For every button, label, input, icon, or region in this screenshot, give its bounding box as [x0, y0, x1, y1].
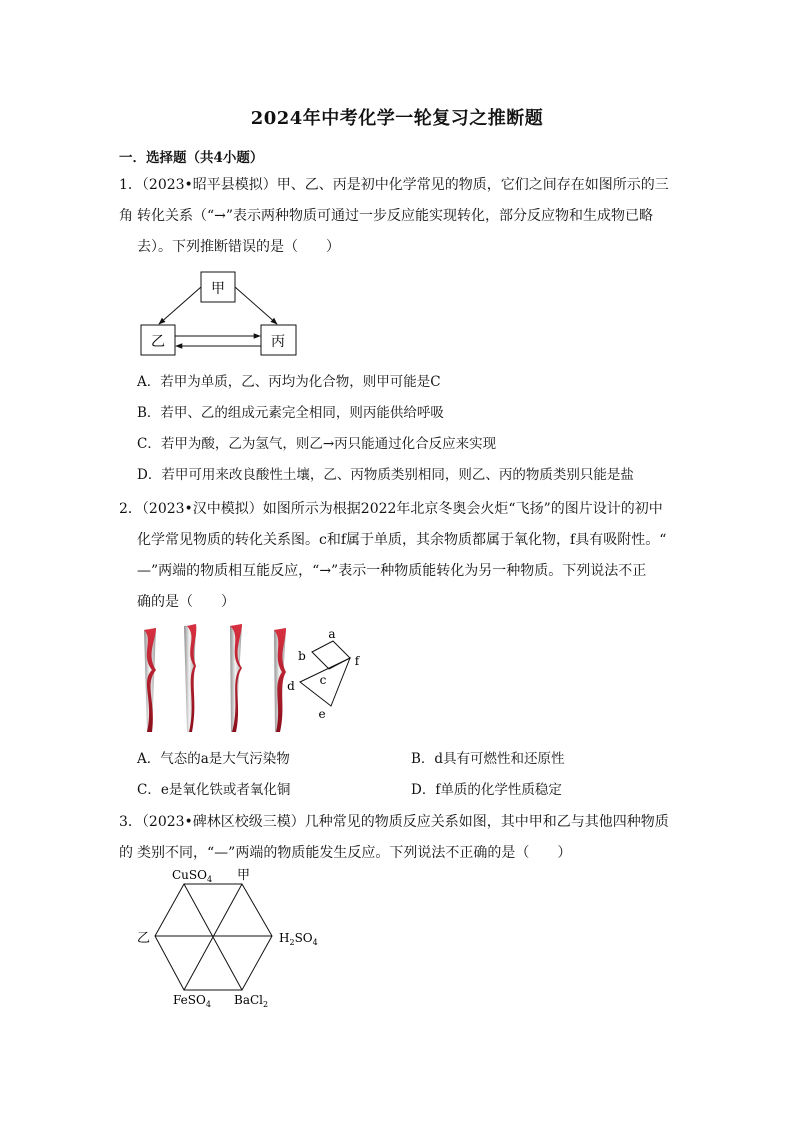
q1-box-yi-label: 乙 — [151, 334, 165, 350]
q1-box-jia-label: 甲 — [211, 281, 225, 297]
q2-label-e: e — [318, 707, 326, 721]
torch-image-1 — [144, 628, 156, 732]
q2-label-f: f — [354, 654, 360, 668]
q2-option-b: B．d具有可燃性和还原性 — [411, 751, 565, 767]
q3-stem-line2: 类别不同，“—”两端的物质能发生反应。下列说法不正确的是（ ） — [137, 845, 572, 861]
q3-label-h2so4: $H_2SO_4$ — [279, 931, 318, 947]
q1-option-c: C．若甲为酸，乙为氢气，则乙→丙只能通过化合反应来实现 — [137, 436, 497, 452]
q1-arrow-jia-bing — [235, 287, 277, 324]
q1-option-b: B．若甲、乙的组成元素完全相同，则丙能供给呼吸 — [137, 405, 444, 421]
q2-option-a: A．气态的a是大气污染物 — [137, 751, 290, 767]
q1-stem-line3: 去）。下列推断错误的是（ ） — [137, 239, 340, 255]
q3-label-cuso4: CuSO$_4$ — [172, 868, 213, 884]
torch-image-3 — [230, 624, 242, 732]
q2-stem-line3: —”两端的物质相互能反应，“→”表示一种物质能转化为另一种物质。下列说法不正 — [137, 563, 647, 579]
q2-square — [312, 641, 350, 669]
q2-label-c: c — [319, 673, 327, 687]
q2-label-d: d — [287, 679, 295, 693]
q2-stem-line2: 化学常见物质的转化关系图。c和f属于单质，其余物质都属于氧化物，f具有吸附性。“ — [137, 532, 667, 548]
q1-stem-line1: 1．（2023•昭平县模拟）甲、乙、丙是初中化学常见的物质，它们之间存在如图所示的三角 — [119, 177, 669, 224]
q2-option-c: C．e是氧化铁或者氧化铜 — [137, 782, 291, 798]
q1-option-d: D．若甲可用来改良酸性土壤，乙、丙物质类别相同，则乙、丙的物质类别只能是盐 — [137, 467, 634, 483]
q2-option-d: D．f单质的化学性质稳定 — [411, 782, 562, 798]
q3-label-feso4: FeSO$_4$ — [173, 993, 211, 1009]
q1-stem-line2: 转化关系（“→”表示两种物质可通过一步反应能实现转化，部分反应物和生成物已略 — [137, 208, 654, 224]
q1-option-a: A．若甲为单质，乙、丙均为化合物，则甲可能是C — [137, 374, 441, 390]
page-title: 2024年中考化学一轮复习之推断题 — [250, 108, 544, 129]
q1-triangle-diagram — [130, 262, 310, 362]
q3-label-yi: 乙 — [137, 931, 151, 946]
q1-arrow-jia-yi — [159, 287, 201, 324]
q3-hexagon-diagram — [128, 862, 328, 1012]
q3-stem-line1: 3．（2023•碑林区校级三模）几种常见的物质反应关系如图，其中甲和乙与其他四种物质的 — [119, 814, 669, 861]
section-heading: 一．选择题（共4小题） — [119, 150, 264, 166]
q2-transform-diagram — [280, 627, 370, 721]
q2-label-b: b — [298, 649, 306, 663]
torch-image-2 — [184, 624, 196, 732]
q2-stem-line1: 2．（2023•汉中模拟）如图所示为根据2022年北京冬奥会火炬“飞扬”的图片设计的初中 — [119, 501, 663, 517]
q2-label-a: a — [328, 627, 336, 641]
q3-label-bacl2: BaCl$_2$ — [234, 993, 269, 1009]
q3-label-jia: 甲 — [237, 868, 251, 883]
q1-box-bing-label: 丙 — [271, 334, 285, 350]
q2-stem-line4: 确的是（ ） — [137, 594, 235, 610]
